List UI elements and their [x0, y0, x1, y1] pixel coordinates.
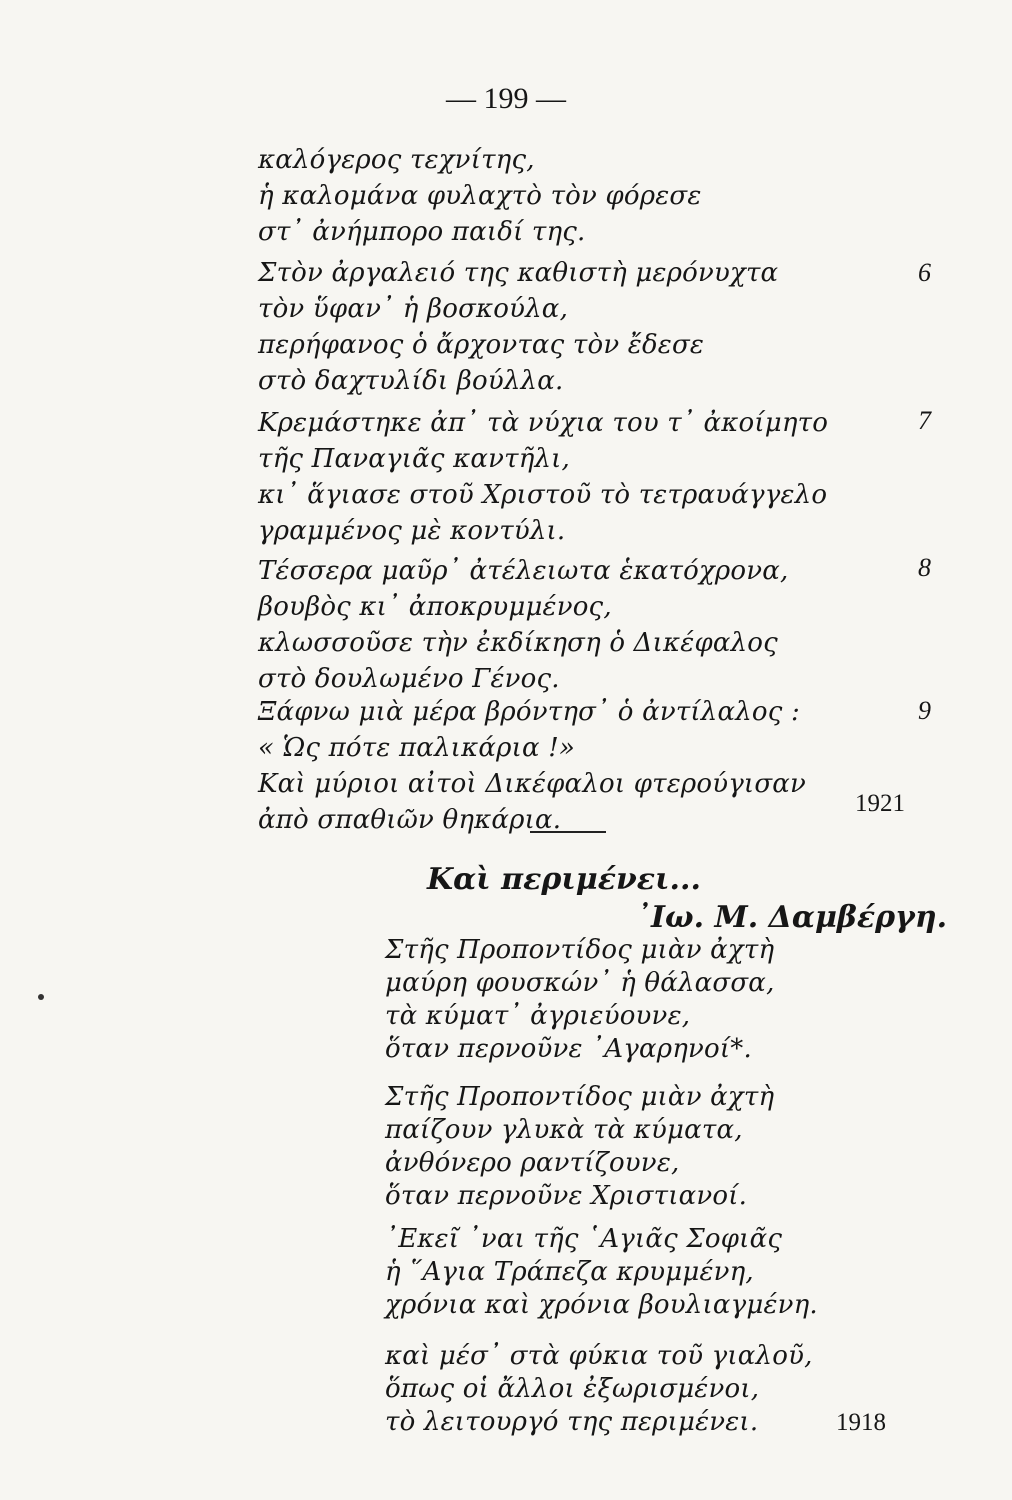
poem2-stanza-2 — [385, 1081, 805, 1213]
poem2-stanza-3 — [385, 1223, 818, 1322]
poem2-title: Καὶ περιμένει... — [427, 862, 701, 897]
poem1-year: 1921 — [855, 790, 905, 817]
stanza-number: 7 — [918, 406, 931, 435]
ink-speck — [38, 994, 44, 1000]
poem1-stanza-opening — [258, 142, 818, 250]
verse-line: καλόγερος τεχνίτης, — [258, 145, 535, 175]
poem1-stanza-9 — [258, 694, 818, 838]
verse-line: τῆς Παναγιᾶς καντῆλι, — [258, 444, 571, 474]
verse-line: βουβὸς κι᾽ ἀποκρυμμένος, — [258, 592, 612, 622]
verse-line: ὅταν περνοῦνε Χριστιανοί. — [385, 1181, 748, 1211]
verse-line: ᾽Εκεῖ ᾽ναι τῆς ῾Αγιᾶς Σοφιᾶς — [385, 1224, 783, 1254]
verse-line: Τέσσερα μαῦρ᾽ ἀτέλειωτα ἑκατόχρονα, — [258, 556, 789, 586]
verse-line: καὶ μέσ᾽ στὰ φύκια τοῦ γιαλοῦ, — [385, 1341, 813, 1371]
verse-line: ἀπὸ σπαθιῶν θηκάρια. — [258, 805, 562, 835]
poem1-stanza-8 — [258, 553, 818, 697]
poem2-year: 1918 — [836, 1409, 886, 1436]
verse-line: κλωσσοῦσε τὴν ἐκδίκηση ὁ Δικέφαλος — [258, 628, 778, 658]
poem1-stanza-7 — [258, 405, 829, 549]
verse-line: περήφανος ὁ ἄρχοντας τὸν ἔδεσε — [258, 330, 705, 360]
verse-line: τὸν ὕφαν᾽ ἡ βοσκούλα, — [258, 294, 569, 324]
verse-line: Στὸν ἀργαλειό της καθιστὴ μερόνυχτα — [258, 258, 779, 288]
stanza-number: 8 — [918, 553, 931, 582]
verse-line: στὸ δαχτυλίδι βούλλα. — [258, 366, 564, 396]
verse-line: Στῆς Προποντίδος μιὰν ἀχτὴ — [385, 935, 775, 965]
stanza-number: 6 — [918, 258, 931, 287]
verse-line: ἡ ῞Αγια Τράπεζα κρυμμένη, — [385, 1257, 754, 1287]
page-number: — 199 — — [446, 82, 566, 115]
poem2-author: ᾽Ιω. Μ. Δαμβέργη. — [636, 900, 948, 935]
verse-line: ὅταν περνοῦνε ᾽Αγαρηνοί*. — [385, 1034, 752, 1064]
verse-line: γραμμένος μὲ κοντύλι. — [258, 516, 566, 546]
verse-line: στὸ δουλωμένο Γένος. — [258, 664, 560, 694]
verse-line: ὅπως οἱ ἄλλοι ἐξωρισμένοι, — [385, 1374, 760, 1404]
poem2-stanza-4 — [385, 1340, 813, 1439]
verse-line: χρόνια καὶ χρόνια βουλιαγμένη. — [385, 1290, 818, 1320]
verse-line: « Ὡς πότε παλικάρια !» — [258, 733, 575, 763]
verse-line: Ξάφνω μιὰ μέρα βρόντησ᾽ ὁ ἀντίλαλος : — [258, 697, 800, 727]
verse-line: μαύρη φουσκών᾽ ἡ θάλασσα, — [385, 968, 775, 998]
verse-line: Καὶ μύριοι αἰτοὶ Δικέφαλοι φτερούγισαν — [258, 769, 807, 799]
verse-line: Στῆς Προποντίδος μιὰν ἀχτὴ — [385, 1082, 775, 1112]
section-divider — [530, 831, 606, 833]
verse-line: τὸ λειτουργό της περιμένει. — [385, 1407, 759, 1437]
verse-line: ἀνθόνερο ραντίζουνε, — [385, 1148, 680, 1178]
verse-line: ἡ καλομάνα φυλαχτὸ τὸν φόρεσε — [258, 181, 702, 211]
verse-line: τὰ κύματ᾽ ἀγριεύουνε, — [385, 1001, 691, 1031]
verse-line: Κρεμάστηκε ἀπ᾽ τὰ νύχια του τ᾽ ἀκοίμητο — [258, 408, 829, 438]
stanza-number: 9 — [918, 696, 931, 725]
verse-line: στ᾽ ἀνήμπορο παιδί της. — [258, 217, 586, 247]
poem1-stanza-6 — [258, 255, 818, 399]
verse-line: παίζουν γλυκὰ τὰ κύματα, — [385, 1115, 743, 1145]
verse-line: κι᾽ ἅγιασε στοῦ Χριστοῦ τὸ τετραυάγγελο — [258, 480, 828, 510]
poem2-stanza-1 — [385, 934, 805, 1066]
